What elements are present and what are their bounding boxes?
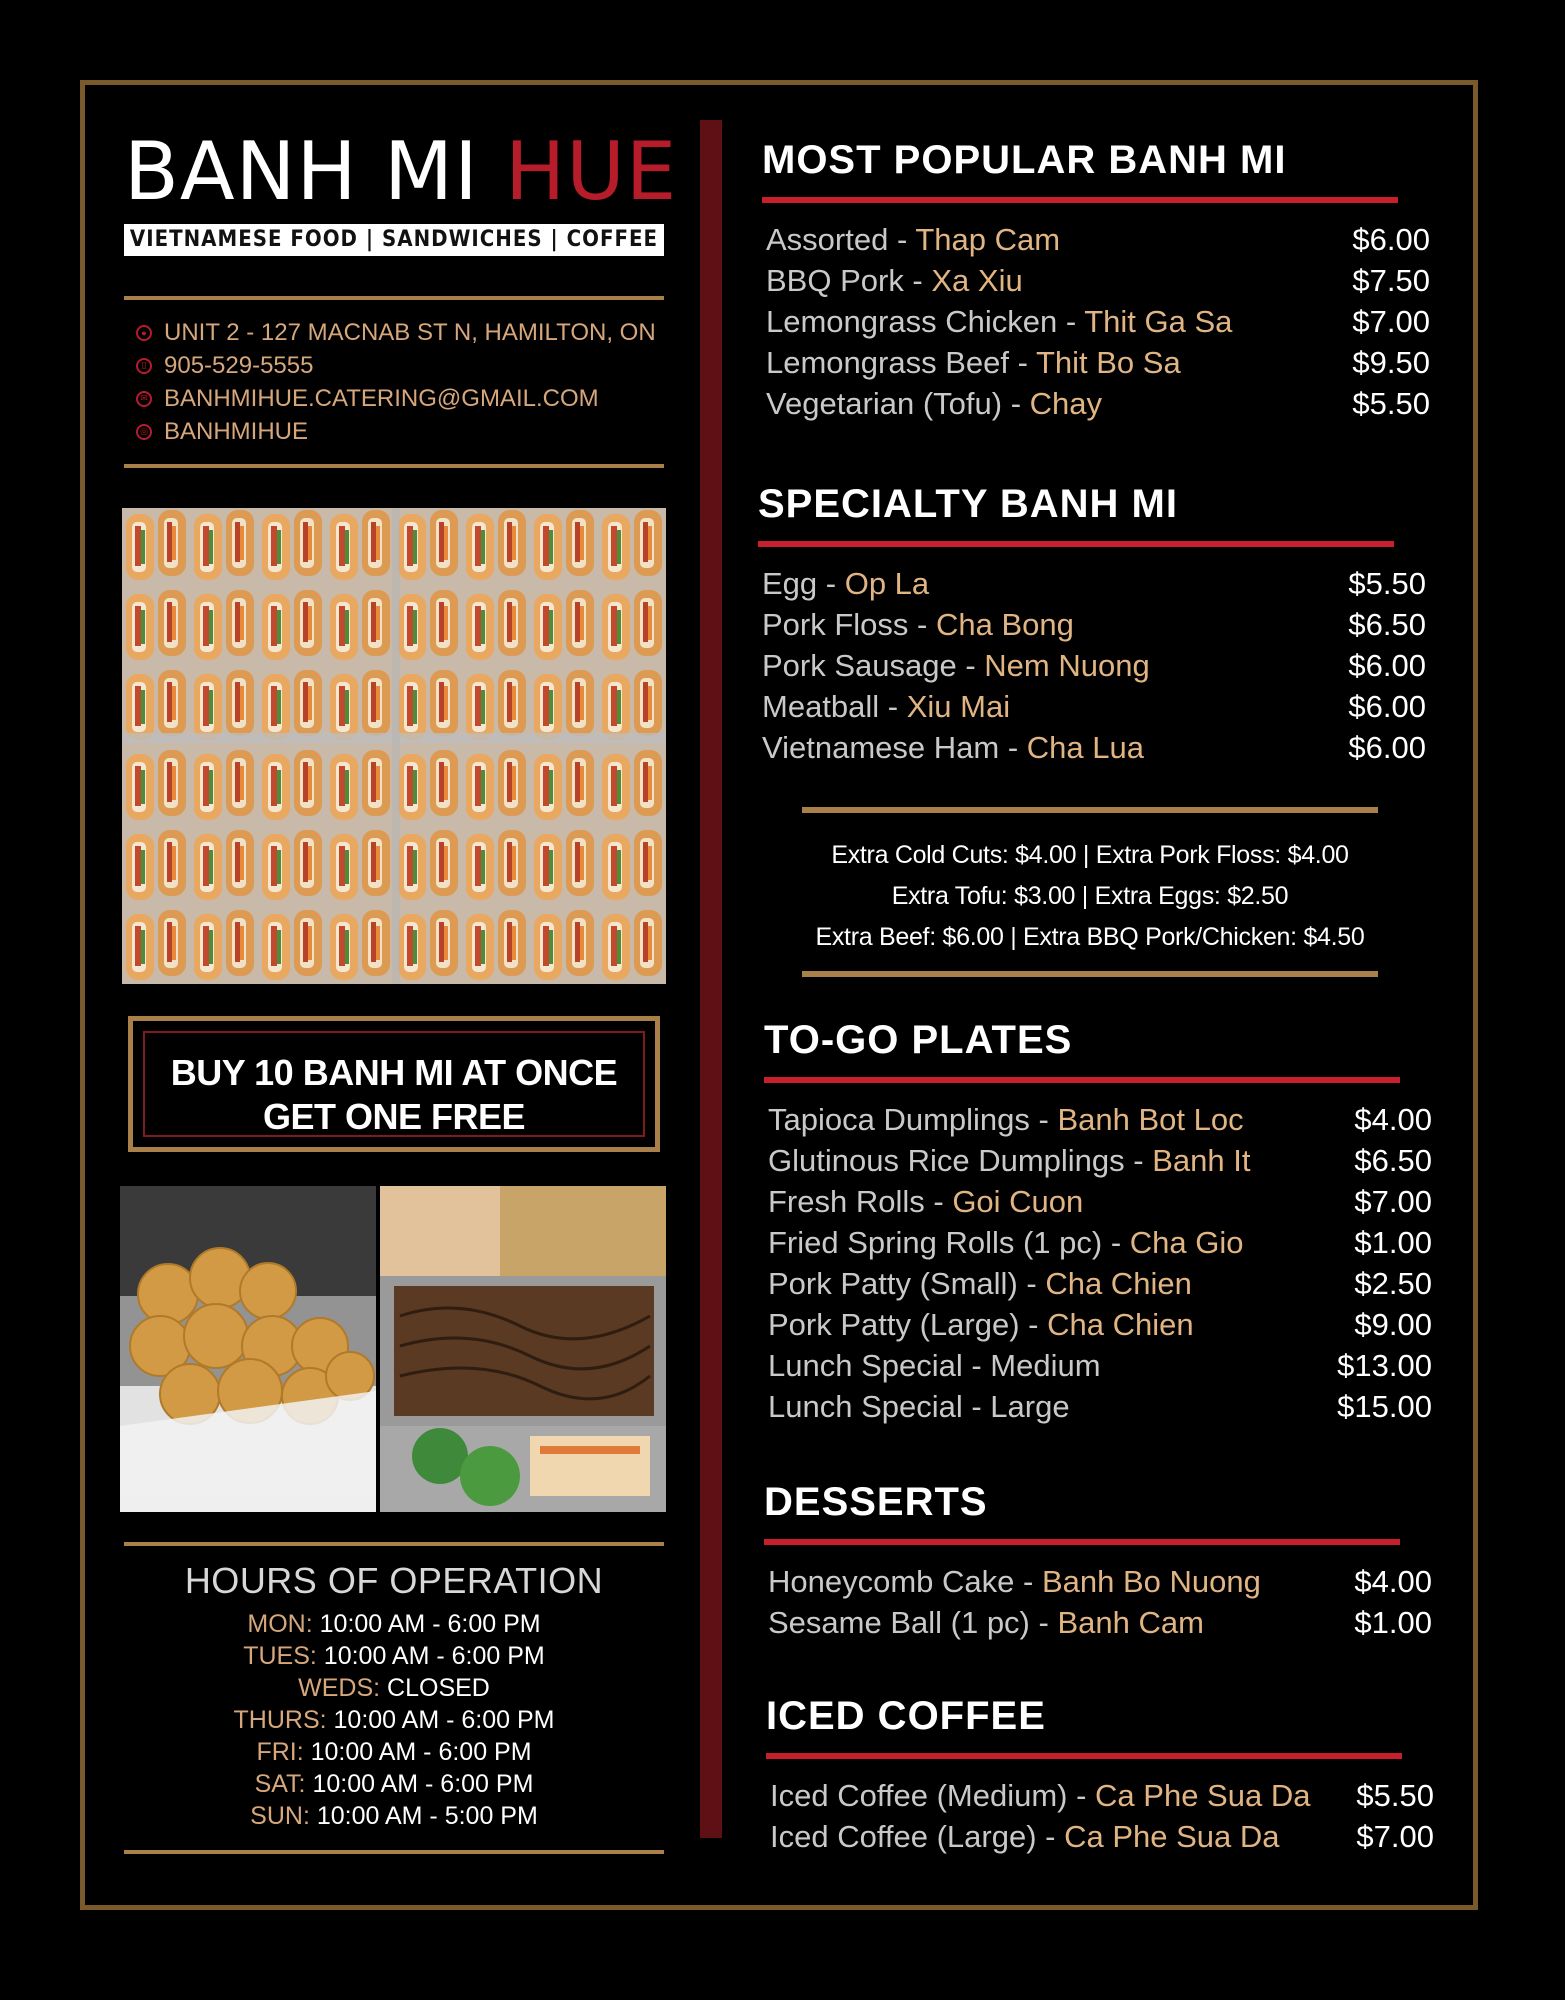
banh-mi-tray-photo [122,508,666,984]
hours-bottom-divider [124,1850,664,1854]
brand-name-red: HUE [505,125,678,218]
item-price: $15.00 [1337,1389,1432,1424]
contact-social[interactable] [136,415,676,448]
item-price: $6.50 [1348,607,1426,642]
menu-item: Iced Coffee (Medium) - Ca Phe Sua Da $5.50 [770,1775,1434,1816]
hours-row-weds: WEDS: CLOSED [298,1674,490,1702]
column-divider [700,120,722,1838]
menu-item-list [762,563,1426,768]
extras-line-3: Extra Beef: $6.00 | Extra BBQ Pork/Chicken: $4.50 [815,923,1365,951]
section-red-line [764,1077,1400,1083]
instagram-icon: ◎ [136,424,152,440]
item-price: $6.00 [1348,648,1426,683]
section-to-go-plates [764,1018,1434,1427]
extras-block [800,835,1380,958]
section-title: MOST POPULAR BANH MI [762,138,1287,182]
contact-top-divider [124,296,664,300]
address-text: UNIT 2 - 127 MACNAB ST N, HAMILTON, ON [164,318,656,346]
item-price: $9.00 [1354,1307,1432,1342]
menu-item: Meatball - Xiu Mai $6.00 [762,686,1426,727]
menu-item: Pork Floss - Cha Bong $6.50 [762,604,1426,645]
item-price: $7.50 [1352,263,1430,298]
catering-trays-photo [380,1186,666,1512]
promo-line-1: BUY 10 BANH MI AT ONCE [170,1052,618,1093]
menu-item: Fresh Rolls - Goi Cuon $7.00 [768,1181,1432,1222]
email-icon: ✉ [136,391,152,407]
section-desserts [764,1480,1434,1643]
menu-item: Lunch Special - Medium $13.00 [768,1345,1432,1386]
menu-item: Iced Coffee (Large) - Ca Phe Sua Da $7.00 [770,1816,1434,1857]
item-price: $2.50 [1354,1266,1432,1301]
item-price: $7.00 [1356,1819,1434,1854]
email-text[interactable]: BANHMIHUE.CATERING@GMAIL.COM [164,384,599,412]
item-price: $6.00 [1348,730,1426,765]
item-price: $1.00 [1354,1605,1432,1640]
promo-box [128,1016,660,1152]
menu-item: Sesame Ball (1 pc) - Banh Cam $1.00 [768,1602,1432,1643]
contact-phone[interactable] [136,349,676,382]
hours-block [124,1560,664,1832]
contact-block [136,316,676,448]
menu-item: Lunch Special - Large $15.00 [768,1386,1432,1427]
section-red-line [762,197,1398,203]
menu-item: Pork Sausage - Nem Nuong $6.00 [762,645,1426,686]
hours-row-sun: SUN: 10:00 AM - 5:00 PM [250,1802,538,1830]
item-price: $6.00 [1352,222,1430,257]
promo-inner-border [143,1031,645,1137]
hours-row-mon: MON: 10:00 AM - 6:00 PM [247,1610,541,1638]
hours-title: HOURS OF OPERATION [184,1560,604,1601]
item-price: $6.50 [1354,1143,1432,1178]
extras-line-1: Extra Cold Cuts: $4.00 | Extra Pork Floss: $4.00 [831,841,1349,869]
section-title: SPECIALTY BANH MI [758,482,1178,526]
menu-item: Glutinous Rice Dumplings - Banh It $6.50 [768,1140,1432,1181]
item-price: $5.50 [1352,386,1430,421]
item-price: $1.00 [1354,1225,1432,1260]
brand-header [124,125,678,256]
extras-bottom-divider [802,971,1378,977]
item-price: $4.00 [1354,1564,1432,1599]
item-price: $4.00 [1354,1102,1432,1137]
section-title: TO-GO PLATES [764,1018,1073,1062]
section-most-popular [762,138,1430,424]
section-specialty [758,482,1426,768]
section-iced-coffee [766,1694,1436,1857]
item-price: $5.50 [1348,566,1426,601]
item-price: $7.00 [1354,1184,1432,1219]
social-text[interactable]: BANHMIHUE [164,417,309,445]
hours-top-divider [124,1542,664,1546]
section-red-line [766,1753,1402,1759]
menu-item: Assorted - Thap Cam $6.00 [766,219,1430,260]
section-red-line [764,1539,1400,1545]
section-title: DESSERTS [764,1480,988,1524]
item-price: $6.00 [1348,689,1426,724]
hours-row-thurs: THURS: 10:00 AM - 6:00 PM [233,1706,555,1734]
menu-item: Egg - Op La $5.50 [762,563,1426,604]
section-title: ICED COFFEE [766,1694,1046,1738]
item-price: $9.50 [1352,345,1430,380]
menu-item-list [770,1775,1434,1857]
item-price: $5.50 [1356,1778,1434,1813]
item-price: $13.00 [1337,1348,1432,1383]
promo-text [145,1051,643,1139]
location-icon: ● [136,325,152,341]
menu-item-list [768,1561,1432,1643]
menu-item-list [768,1099,1432,1427]
extras-top-divider [802,807,1378,813]
hours-row-fri: FRI: 10:00 AM - 6:00 PM [256,1738,532,1766]
menu-item: Fried Spring Rolls (1 pc) - Cha Gio $1.00 [768,1222,1432,1263]
menu-item: Lemongrass Beef - Thit Bo Sa $9.50 [766,342,1430,383]
hours-row-tues: TUES: 10:00 AM - 6:00 PM [243,1642,545,1670]
contact-address [136,316,676,349]
sesame-balls-photo [120,1186,376,1512]
menu-item: Pork Patty (Large) - Cha Chien $9.00 [768,1304,1432,1345]
menu-item: Vegetarian (Tofu) - Chay $5.50 [766,383,1430,424]
promo-line-2: GET ONE FREE [262,1096,526,1137]
menu-item-list [766,219,1430,424]
brand-title [124,125,678,218]
brand-tagline: VIETNAMESE FOOD | SANDWICHES | COFFEE [124,224,664,256]
hours-row-sat: SAT: 10:00 AM - 6:00 PM [254,1770,534,1798]
menu-item: BBQ Pork - Xa Xiu $7.50 [766,260,1430,301]
contact-bottom-divider [124,464,664,468]
menu-item: Tapioca Dumplings - Banh Bot Loc $4.00 [768,1099,1432,1140]
phone-text[interactable]: 905-529-5555 [164,351,314,379]
menu-item: Lemongrass Chicken - Thit Ga Sa $7.00 [766,301,1430,342]
menu-item: Honeycomb Cake - Banh Bo Nuong $4.00 [768,1561,1432,1602]
phone-icon: ▯ [136,358,152,374]
section-red-line [758,541,1394,547]
extras-line-2: Extra Tofu: $3.00 | Extra Eggs: $2.50 [891,882,1289,910]
contact-email[interactable] [136,382,676,415]
menu-item: Vietnamese Ham - Cha Lua $6.00 [762,727,1426,768]
brand-name-white: BANH MI [124,125,479,218]
item-price: $7.00 [1352,304,1430,339]
menu-item: Pork Patty (Small) - Cha Chien $2.50 [768,1263,1432,1304]
